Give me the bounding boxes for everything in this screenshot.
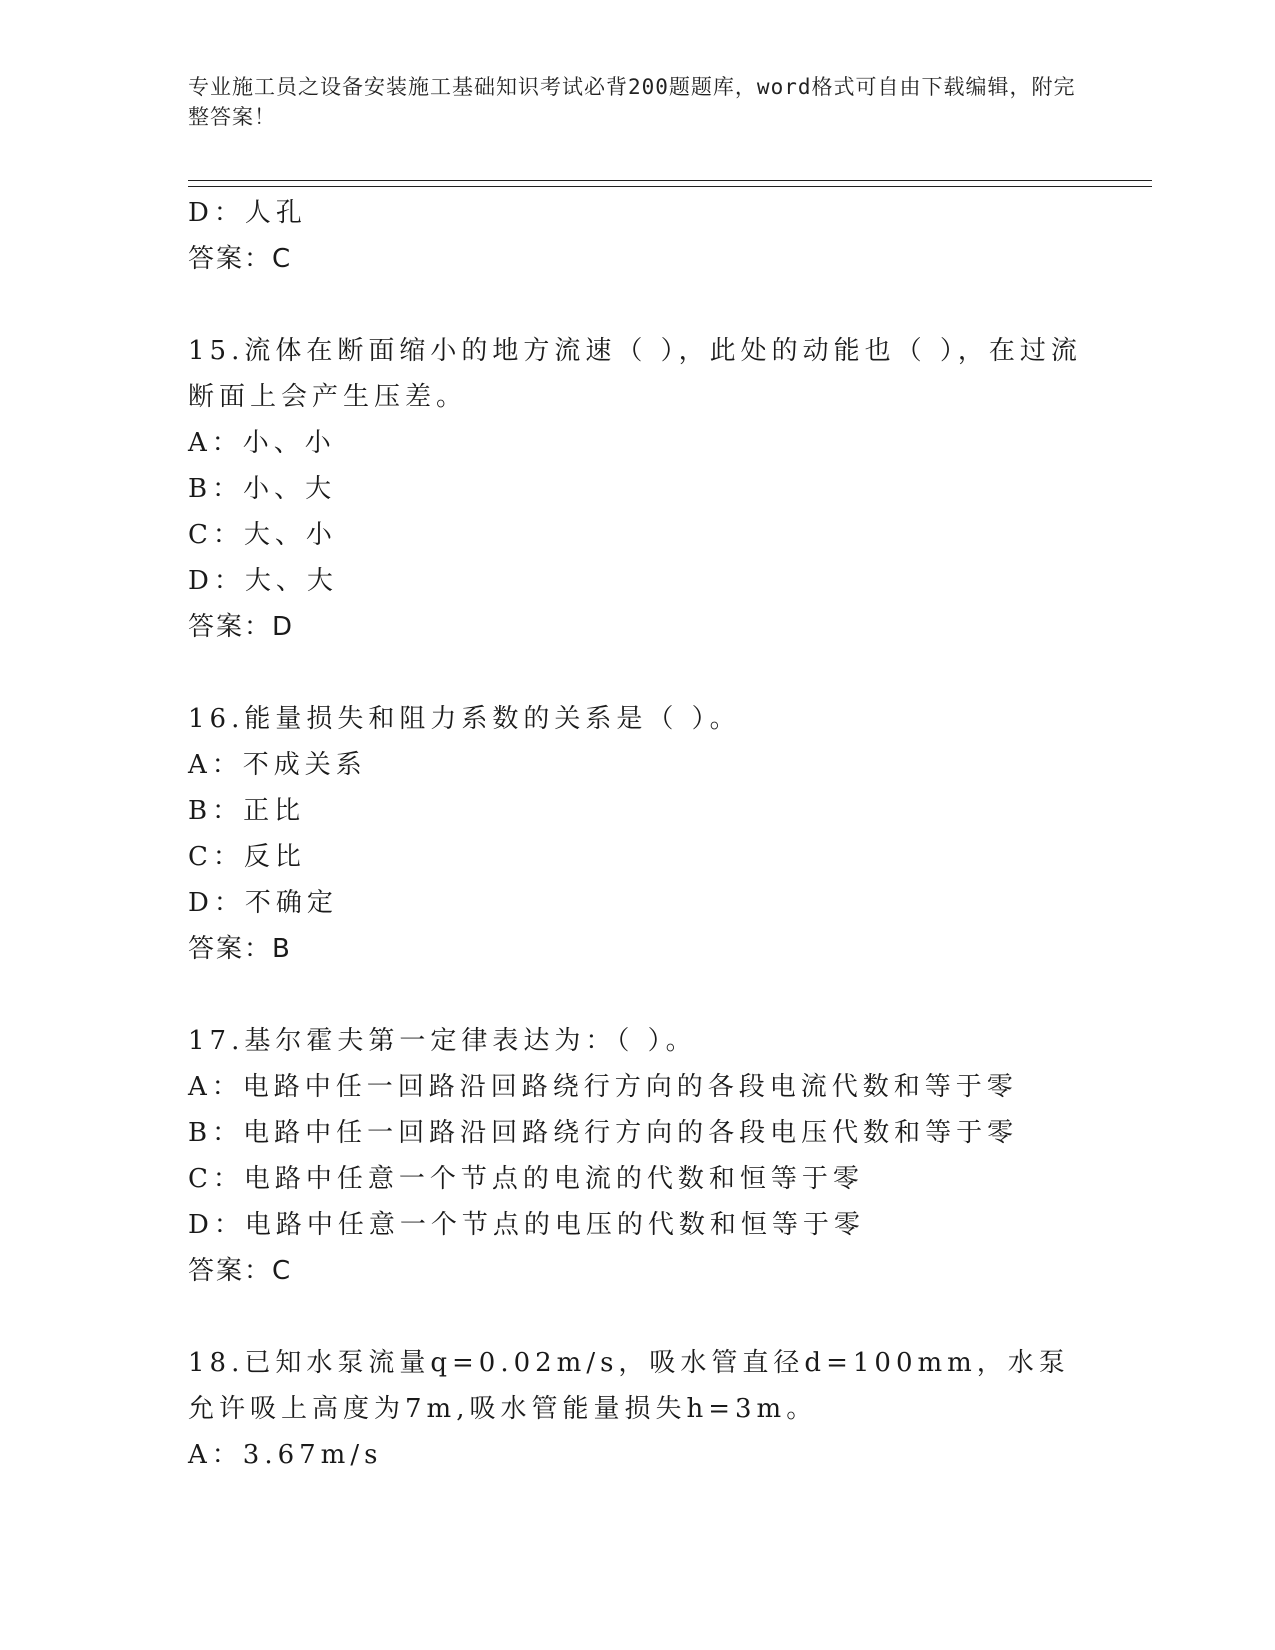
question-17-option-b: B：电路中任一回路沿回路绕行方向的各段电压代数和等于零: [188, 1118, 1019, 1148]
spacer: [188, 1294, 1088, 1340]
question-17-answer: 答案：C: [188, 1256, 293, 1286]
question-17-option-d: D：电路中任意一个节点的电压的代数和恒等于零: [188, 1210, 865, 1240]
question-18-option-a: A：3.67m/s: [188, 1440, 383, 1470]
question-list: [188, 190, 1088, 1478]
document-header: 专业施工员之设备安装施工基础知识考试必背200题题库，word格式可自由下载编辑，附完整答案！: [188, 75, 1076, 129]
question-16-answer: 答案：B: [188, 934, 292, 964]
question-17-option-a: A：电路中任一回路沿回路绕行方向的各段电流代数和等于零: [188, 1072, 1018, 1102]
question-15-option-a: A：小、小: [188, 428, 336, 458]
spacer: [188, 282, 1088, 328]
question-16-stem: 16.能量损失和阻力系数的关系是（ ）。: [188, 704, 741, 734]
question-15-option-b: B：小、大: [188, 474, 337, 504]
question-16-option-a: A：不成关系: [188, 750, 367, 780]
question-15-option-c: C：大、小: [188, 520, 337, 550]
question-16-option-c: C：反比: [188, 842, 306, 872]
header-rule-top: [188, 180, 1152, 181]
header-rule-bottom: [188, 186, 1152, 187]
question-17-stem: 17.基尔霍夫第一定律表达为：（ ）。: [188, 1026, 697, 1056]
option-d: D：人孔: [188, 198, 307, 228]
question-15-stem: 15.流体在断面缩小的地方流速（ ），此处的动能也（ ），在过流断面上会产生压差。: [188, 336, 1082, 412]
answer-line: 答案：C: [188, 244, 293, 274]
spacer: [188, 972, 1088, 1018]
spacer: [188, 650, 1088, 696]
question-15-option-d: D：大、大: [188, 566, 338, 596]
question-17-option-c: C：电路中任意一个节点的电流的代数和恒等于零: [188, 1164, 864, 1194]
question-16-option-b: B：正比: [188, 796, 306, 826]
question-16-option-d: D：不确定: [188, 888, 338, 918]
question-15-answer: 答案：D: [188, 612, 295, 642]
question-18-stem: 18.已知水泵流量q=0.02m/s，吸水管直径d=100mm，水泵允许吸上高度为7m,吸水管能量损失h=3m。: [188, 1348, 1070, 1424]
